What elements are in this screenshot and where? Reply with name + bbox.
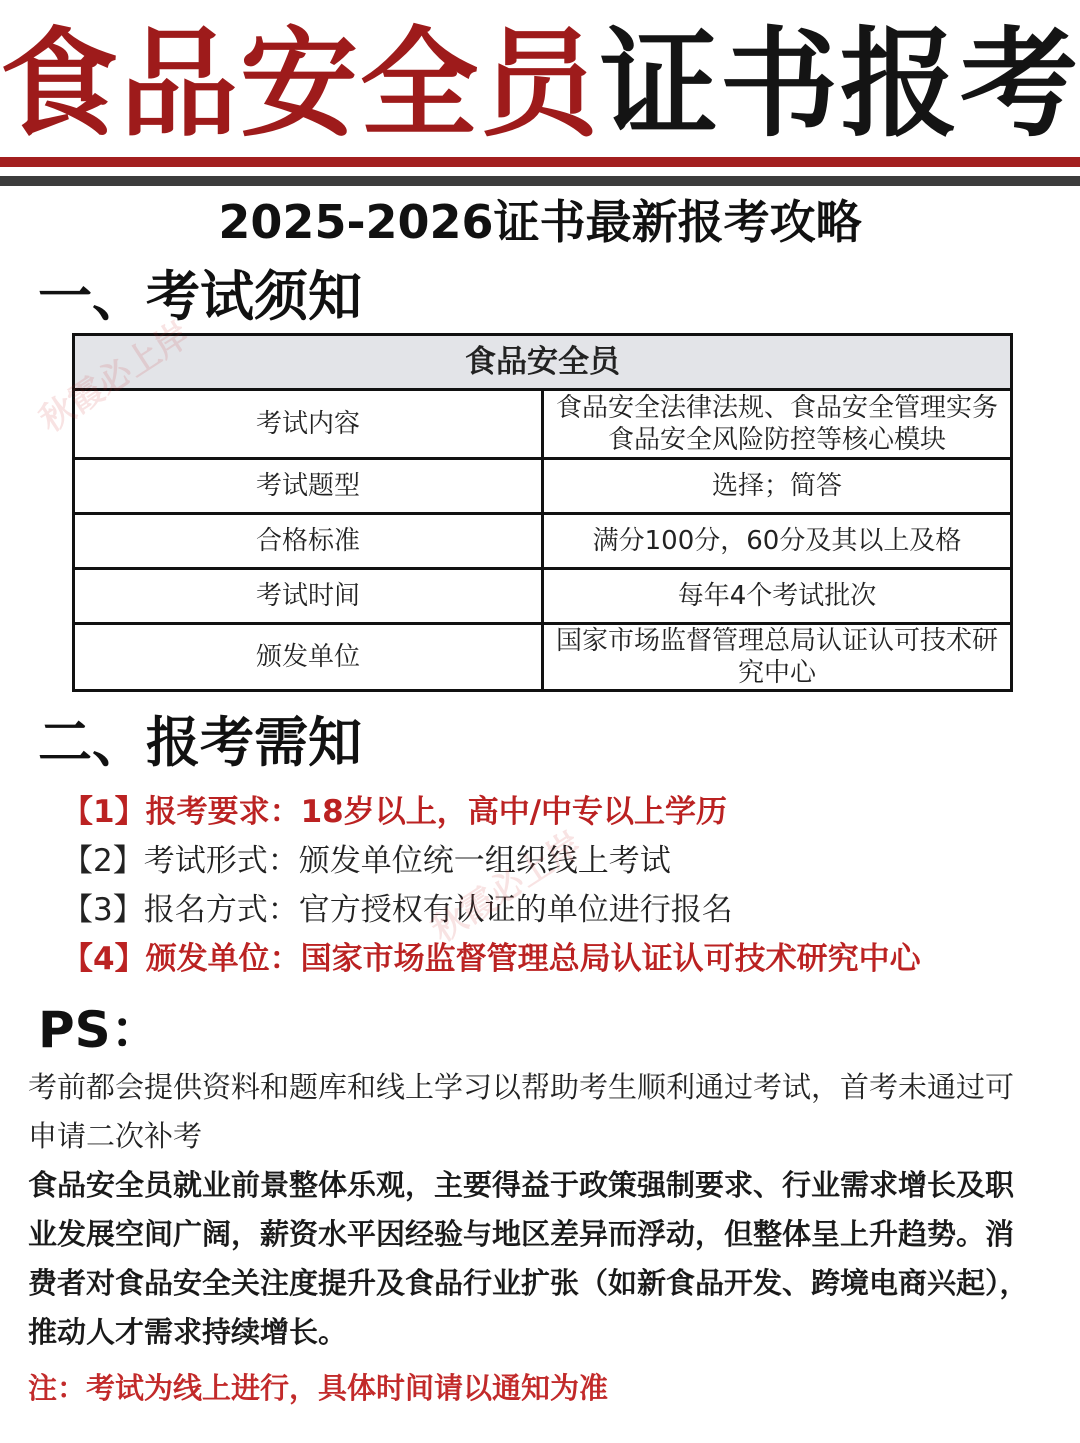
ps-paragraph-2: 食品安全员就业前景整体乐观，主要得益于政策强制要求、行业需求增长及职业发展空间广阔，薪资水平因经验与地区差异而浮动，但整体呈上升趋势。消费者对食品安全关注度提升及食品行业扩张（如新食品开发、跨境电商兴起），推动人才需求持续增长。 (28, 1168, 1029, 1349)
table-header: 食品安全员 (74, 335, 1012, 390)
title-black-part: 证书报考 (600, 15, 1080, 153)
page-title (0, 14, 1080, 154)
table-label: 颁发单位 (74, 624, 543, 691)
requirement-item: 【1】报考要求：18岁以上，高中/中专以上学历 (62, 794, 728, 830)
table-value: 每年4个考试批次 (543, 569, 1012, 624)
table-label: 考试时间 (74, 569, 543, 624)
section2-heading: 二、报考需知 (38, 711, 362, 774)
ps-heading: PS： (38, 1001, 161, 1059)
requirement-item: 【4】颁发单位：国家市场监督管理总局认证认可技术研究中心 (62, 941, 921, 977)
table-row (74, 569, 1012, 624)
divider-gray (0, 176, 1080, 186)
table-value: 满分100分，60分及其以上及格 (543, 514, 1012, 569)
table-header-row (74, 335, 1012, 390)
watermark: 秋霞必上岸 (424, 824, 590, 951)
table-value (543, 390, 1012, 459)
subtitle: 2025-2026证书最新报考攻略 (218, 195, 862, 249)
section1-heading: 一、考试须知 (38, 265, 362, 328)
divider-red (0, 157, 1080, 167)
ps-paragraph-1: 考前都会提供资料和题库和线上学习以帮助考生顺利通过考试，首考未通过可申请二次补考 (28, 1070, 1015, 1153)
table-label: 合格标准 (74, 514, 543, 569)
requirement-item: 【3】报名方式：官方授权有认证的单位进行报名 (62, 892, 733, 928)
table-row (74, 459, 1012, 514)
requirement-item: 【2】考试形式：颁发单位统一组织线上考试 (62, 843, 671, 879)
title-red-part: 食品安全员 (0, 15, 601, 153)
table-row (74, 624, 1012, 691)
table-value-line: 食品安全法律法规、食品安全管理实务 (555, 393, 998, 423)
table-label: 考试内容 (74, 390, 543, 459)
table-row (74, 390, 1012, 459)
table-row (74, 514, 1012, 569)
exam-info-table (72, 333, 1013, 692)
table-label: 考试题型 (74, 459, 543, 514)
table-value-line: 食品安全风险防控等核心模块 (607, 425, 946, 455)
table-value: 选择；简答 (543, 459, 1012, 514)
note-text: 注：考试为线上进行，具体时间请以通知为准 (28, 1371, 609, 1405)
table-value: 国家市场监督管理总局认证认可技术研究中心 (543, 624, 1012, 691)
